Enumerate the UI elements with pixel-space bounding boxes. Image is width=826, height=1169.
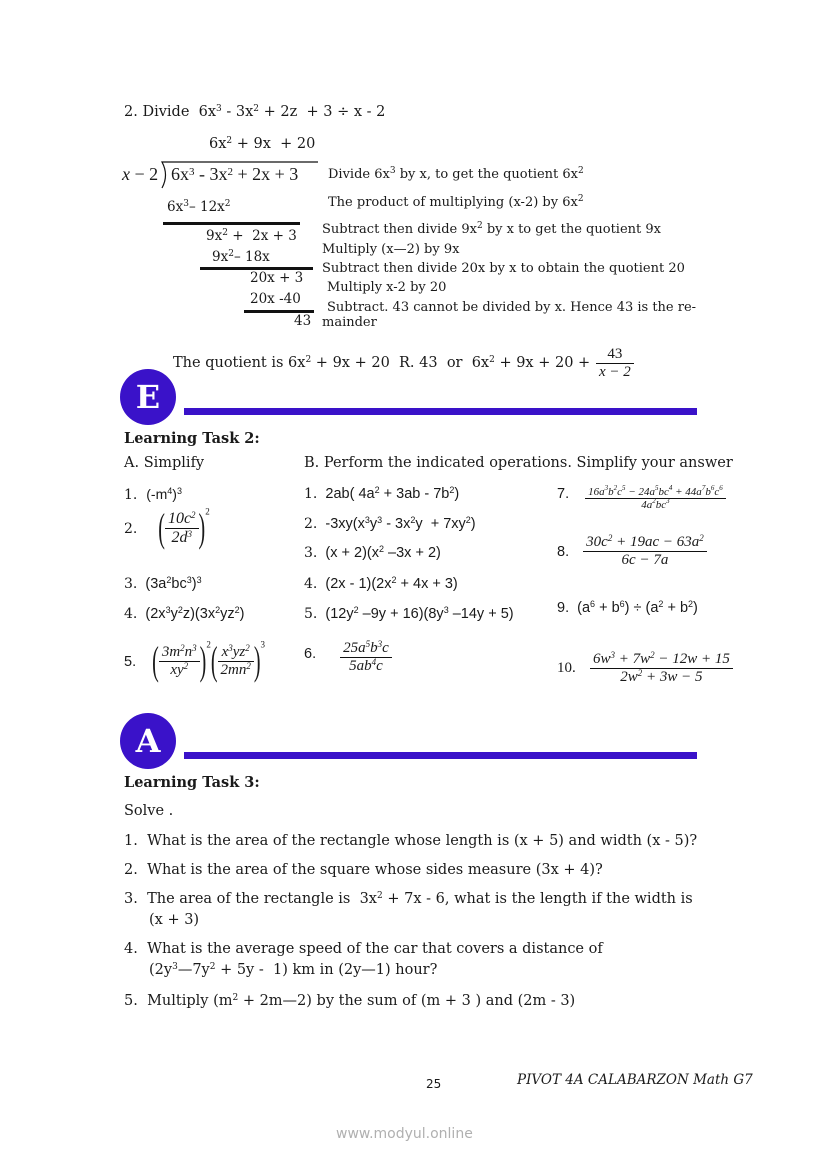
divisor: x − 2 [122, 164, 159, 184]
task-3-intro: Solve . [124, 803, 174, 819]
part-a-title: A. Simplify [124, 455, 205, 471]
part-b-item-8: 8. $\frac{30c^2 + 19ac - 63a^2}{6c - 7a}$ [557, 534, 707, 569]
subtract-line-1 [163, 222, 300, 225]
conclusion-fraction [596, 346, 634, 381]
page-number: 25 [426, 1077, 442, 1091]
task-3-item-3-cont: (x + 3) [149, 912, 200, 928]
item-number: 10. [557, 660, 576, 676]
example-number: 2. Divide [124, 104, 190, 120]
task-3-item-4 [124, 941, 603, 957]
item-number: 3. [124, 891, 138, 907]
book-title: PIVOT 4A CALABARZON Math G7 [517, 1072, 753, 1088]
section-divider-e [184, 408, 697, 415]
task-3-item-5 [124, 993, 575, 1009]
note-8: mainder [322, 315, 377, 330]
task-3-item-3 [124, 891, 693, 907]
task-3-item-4-cont: $(2y^3—7y^2 + 5y - 1)$ km in (2y—1) hour? [149, 962, 438, 978]
note-1: Divide $6x^3$ by x, to get the quotient $6x^2$ [328, 166, 584, 182]
part-b-item-6: 6. $\frac{25a^5b^3c}{5ab^4c}$ [304, 640, 392, 675]
item-number: 2. [124, 520, 138, 537]
note-7: Subtract. 43 cannot be divided by x. Hence 43 is the re- [327, 300, 697, 315]
item-text: What is the average speed of the car that covers a distance of [147, 941, 603, 957]
item-text: What is the area of the rectangle whose length is (x + 5) and width (x - 5)? [147, 833, 698, 849]
part-a-item-1 [124, 486, 182, 503]
section-divider-a [184, 752, 697, 759]
part-a-item-5: 5. ( $\frac{3m^2n^3}{xy^2}$ )$^2$( $\frac{x^3yz^2}{2mn^2}$ )$^3$ [124, 639, 266, 684]
part-b-title: B. Perform the indicated operations. Simplify your answer [304, 455, 733, 471]
note-4: Multiply (x—2) by 9x [322, 242, 460, 257]
item-expression: $(-m^4)^3$ [146, 486, 182, 502]
note-5: Subtract then divide 20x by x to obtain the quotient 20 [322, 261, 685, 276]
task-2-title: Learning Task 2: [124, 430, 260, 447]
task-3-item-1 [124, 833, 697, 849]
part-b-item-5: 5. ($12y^2$ $-9y + 16)(8y^3$ –14y + 5) [304, 605, 514, 622]
step-remainder-final: 43 [294, 313, 312, 329]
task-3-title: Learning Task 3: [124, 774, 260, 791]
note-6: Multiply x-2 by 20 [327, 280, 447, 295]
item-number: 1. [124, 833, 138, 849]
item-text: Multiply ($m^2$ + 2m—2) by the sum of (m + 3 ) and (2m - 3) [147, 993, 576, 1009]
item-number: 1. [124, 487, 138, 503]
conclusion: The quotient is $6x^2 + 9x + 20$ R. 43 or $6x^2 + 9x + 20$ + [173, 355, 591, 371]
quotient-line: $6x^2 + 9x + 20$ [209, 136, 316, 152]
section-badge-a: A [120, 713, 176, 769]
step-remainder-2: 20x + 3 [250, 270, 304, 286]
part-b-item-7: 7. $\frac{16a^3b^2c^5 - 24a^5bc^4 + 44a^7b^6c^6}{4a^2bc^3}$ [557, 486, 726, 511]
part-b-item-4: 4. $(2x - 1)(2x^2 + 4x + 3)$ [304, 575, 458, 592]
watermark: www.modyul.online [336, 1126, 473, 1142]
part-b-item-10: 10. $\frac{6w^3 + 7w^2 - 12w + 15}{2w^2 + 3w - 5}$ [557, 651, 733, 686]
note-2: The product of multiplying (x-2) by $6x^2$ [328, 194, 584, 210]
part-a-item-3: 3. $(3a^2bc^3)^3$ [124, 575, 202, 592]
fraction-numerator: 43 [596, 346, 634, 364]
section-badge-e: E [120, 369, 176, 425]
item-number: 4. [124, 941, 138, 957]
item-text: The area of the rectangle is $3x^2 + 7x - 6$, what is the length if the width is [147, 891, 693, 907]
step-product-3: 20x -40 [250, 291, 301, 307]
item-number: 5. [124, 993, 138, 1009]
item-number: 2. [124, 862, 138, 878]
item-text: What is the area of the square whose sides measure (3x + 4)? [147, 862, 603, 878]
part-a-item-2: 2. ( $\frac{10c^2}{2d^3}$ )$^2$ [124, 506, 210, 551]
example-expression: $6x^3 - 3x^2 + 2z + 3 \div x - 2$ [198, 104, 386, 120]
note-3: Subtract then divide $9x^2$ by x to get the quotient 9x [322, 221, 661, 237]
part-b-item-1: 1. 2ab( $4a^2 + 3ab - 7b^2$) [304, 485, 460, 502]
example-heading [124, 104, 385, 120]
step-remainder-1: $9x^2 + 2x + 3$ [206, 228, 297, 244]
step-product-1: $6x^3-$ $12x^2$ [167, 199, 231, 215]
step-product-2: $9x^2-$ 18x [212, 249, 270, 265]
task-3-item-2 [124, 862, 603, 878]
part-b-item-3: 3. $(x + 2)(x^2$ –3x + 2) [304, 544, 441, 561]
part-b-item-9: 9. $(a^6 + b^6) \div (a^2 + b^2)$ [557, 599, 698, 616]
part-b-item-2: 2. $-3xy(x^3y^3 - 3x^2y + 7xy^2)$ [304, 515, 476, 532]
fraction-denominator: x − 2 [599, 364, 631, 380]
part-a-item-4: 4. $(2x^3y^2z)(3x^2yz^2)$ [124, 605, 245, 622]
dividend: $6x^3 - 3x^2 + 2x + 3$ [171, 164, 299, 184]
